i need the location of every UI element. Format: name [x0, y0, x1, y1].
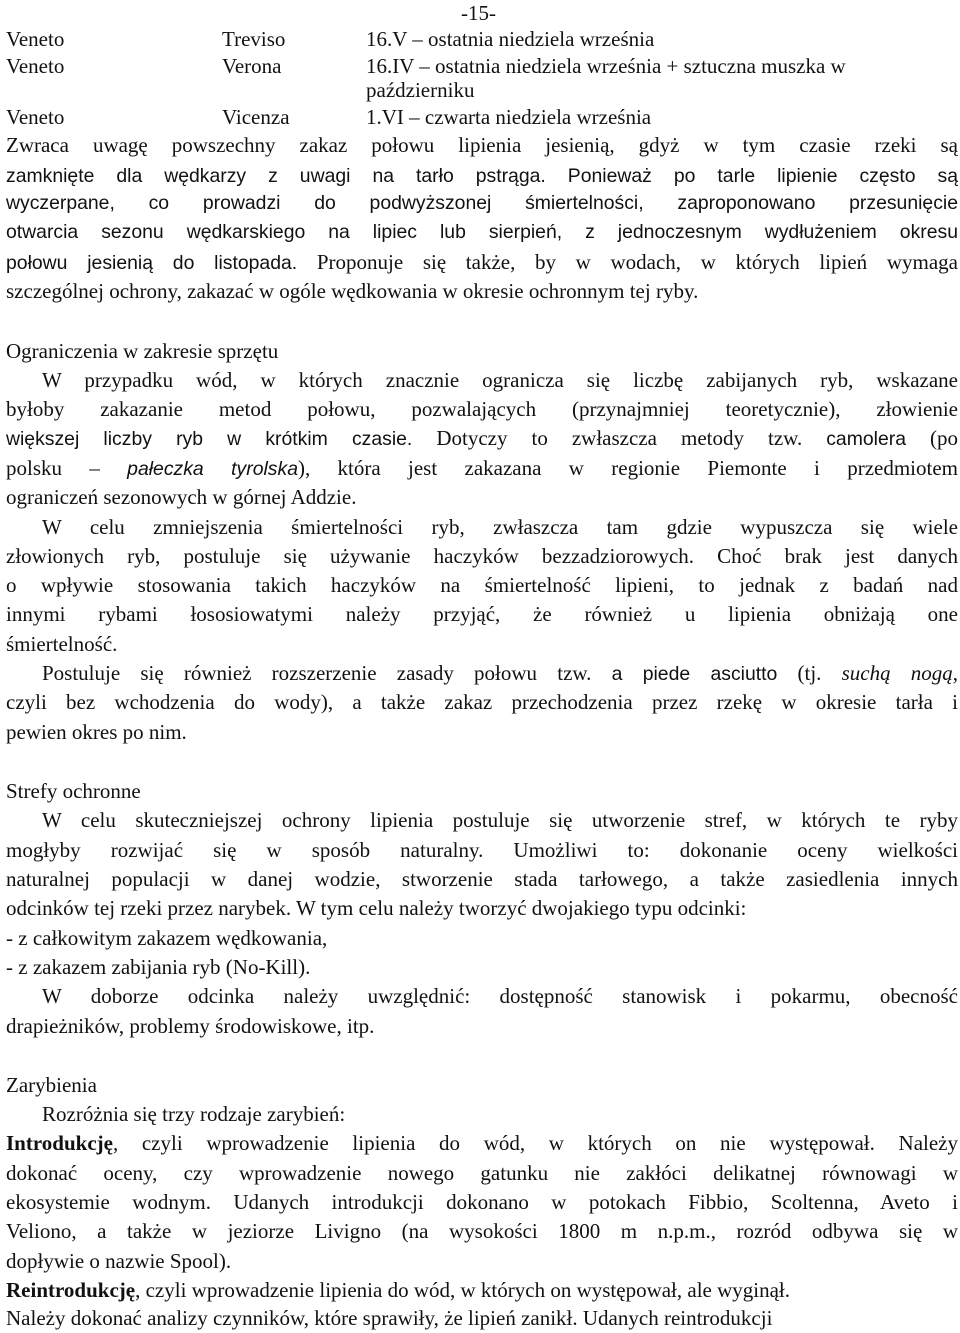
text-span: zamknięte dla wędkarzy z uwagi na tarło pstrąga.	[6, 165, 546, 187]
text-line	[6, 454, 958, 483]
text-span: Choć brak jest danych	[694, 544, 958, 568]
text-span: Ponieważ po tarle lipienie często są	[545, 165, 958, 187]
text-span: złowionych ryb, postuluje się używanie haczyków bezzadziorowych.	[6, 544, 695, 568]
text-line: Należy dokonać analizy czynników, które sprawiły, że lipień zanikł. Udanych reintrodukcji	[6, 1306, 773, 1330]
text-line	[6, 542, 958, 571]
text-span: (tj.	[777, 661, 842, 685]
text-line: W celu zmniejszenia śmiertelności ryb, zwłaszcza tam gdzie wypuszcza się wiele	[42, 515, 958, 539]
text-span: pałeczka tyrolska	[127, 458, 298, 480]
table-cell-period: 1.VI – czwarta niedziela września	[366, 105, 652, 129]
text-span: większej liczby ryb w krótkim czasie.	[6, 428, 413, 450]
text-line	[6, 1276, 958, 1305]
text-line: innymi rybami łososiowatymi należy przyjąć, że również u lipienia obniżają one	[6, 602, 958, 626]
table-cell-city: Treviso	[222, 27, 286, 51]
text-line: dokonać oceny, czy wprowadzenie nowego gatunku nie zakłóci delikatnej równowagi w	[6, 1161, 958, 1185]
text-line: dopływie o nazwie Spool).	[6, 1249, 232, 1273]
text-line: pewien okres po nim.	[6, 720, 187, 744]
term-reintroduction: Reintrodukcję	[6, 1278, 136, 1302]
table-cell-city: Verona	[222, 54, 282, 78]
text-line: mogłyby rozwijać się w sposób naturalny. Umożliwi to: dokonanie oceny wielkości	[6, 838, 958, 862]
text-line: W przypadku wód, w których znacznie ogranicza się liczbę zabijanych ryb, wskazane	[42, 368, 958, 392]
text-span: (po	[905, 426, 958, 450]
term-introduction: Introdukcję	[6, 1131, 113, 1155]
table-cell-period: 16.IV – ostatnia niedziela września + sztuczna muszka w	[366, 54, 846, 78]
table-cell-region: Veneto	[6, 105, 65, 129]
text-span: a piede asciutto	[611, 663, 778, 685]
table-cell-period: 16.V – ostatnia niedziela września	[366, 27, 655, 51]
text-line: otwarcia sezonu wędkarskiego na lipiec lub sierpień, z jednoczesnym wydłużeniem okresu	[6, 221, 958, 243]
text-line: Zwraca uwagę powszechny zakaz połowu lipienia jesienią, gdyż w tym czasie rzeki są	[6, 133, 958, 157]
text-line: szczególnej ochrony, zakazać w ogóle wędkowania w okresie ochronnym tej ryby.	[6, 279, 699, 303]
text-line: odcinków tej rzeki przez narybek. W tym celu należy tworzyć dwojakiego typu odcinki:	[6, 896, 747, 920]
list-item: - z zakazem zabijania ryb (No-Kill).	[6, 955, 311, 979]
text-line: wyczerpane, co prowadzi do podwyższonej śmiertelności, zaproponowano przesunięcie	[6, 192, 958, 214]
text-line: ograniczeń sezonowych w górnej Addzie.	[6, 485, 357, 509]
text-span: polsku –	[6, 456, 128, 480]
text-line: W celu skuteczniejszej ochrony lipienia postuluje się utworzenie stref, w których te ryby	[42, 808, 958, 832]
text-line: śmiertelność.	[6, 632, 118, 656]
text-line: Rozróżnia się trzy rodzaje zarybień:	[42, 1102, 346, 1126]
text-line: Veliono, a także w jeziorze Livigno (na wysokości 1800 m n.p.m., rozród odbywa się w	[6, 1219, 958, 1243]
text-span: , czyli wprowadzenie lipienia do wód, w których on nie występował. Należy	[112, 1131, 958, 1155]
table-cell-city: Vicenza	[222, 105, 290, 129]
page-number: -15-	[461, 1, 496, 25]
text-line	[6, 161, 958, 190]
text-line: drapieżników, problemy środowiskowe, itp.	[6, 1014, 375, 1038]
text-span: połowu jesienią do listopada.	[6, 252, 298, 274]
text-span: suchą nogą	[841, 661, 953, 685]
text-line	[6, 248, 958, 277]
section-heading: Strefy ochronne	[6, 779, 141, 803]
text-line	[6, 424, 958, 453]
list-item: - z całkowitym zakazem wędkowania,	[6, 926, 328, 950]
text-span: ), która jest zakazana w regionie Piemonte i przedmiotem	[297, 456, 958, 480]
text-span: , czyli wprowadzenie lipienia do wód, w których on występował, ale wyginął.	[135, 1278, 791, 1302]
text-line: naturalnej populacji w danej wodzie, stworzenie stada tarłowego, a także zasiedlenia innych	[6, 867, 958, 891]
text-line: byłoby zakazanie metod połowu, pozwalających (przynajmniej teoretycznie), złowienie	[6, 397, 958, 421]
table-cell-region: Veneto	[6, 54, 65, 78]
text-line: czyli bez wchodzenia do wody), a także zakaz przechodzenia przez rzekę w okresie tarła i	[6, 690, 958, 714]
text-line	[42, 659, 958, 688]
text-span: Proponuje się także, by w wodach, w których lipień wymaga	[297, 250, 958, 274]
text-span: ,	[952, 661, 958, 685]
text-span: Postuluje się również rozszerzenie zasady połowu tzw.	[42, 661, 612, 685]
section-heading: Zarybienia	[6, 1073, 97, 1097]
section-heading: Ograniczenia w zakresie sprzętu	[6, 339, 279, 363]
text-line: ekosystemie wodnym. Udanych introdukcji dokonano w potokach Fibbio, Scoltenna, Aveto i	[6, 1190, 958, 1214]
text-span: Dotyczy to zwłaszcza metody tzw.	[412, 426, 827, 450]
table-cell-period-continued: październiku	[366, 78, 475, 102]
text-line	[6, 1129, 958, 1158]
text-span: camolera	[826, 428, 906, 450]
text-line: W doborze odcinka należy uwzględnić: dostępność stanowisk i pokarmu, obecność	[42, 984, 958, 1008]
text-line: o wpływie stosowania takich haczyków na śmiertelność lipieni, to jednak z badań nad	[6, 573, 958, 597]
table-cell-region: Veneto	[6, 27, 65, 51]
